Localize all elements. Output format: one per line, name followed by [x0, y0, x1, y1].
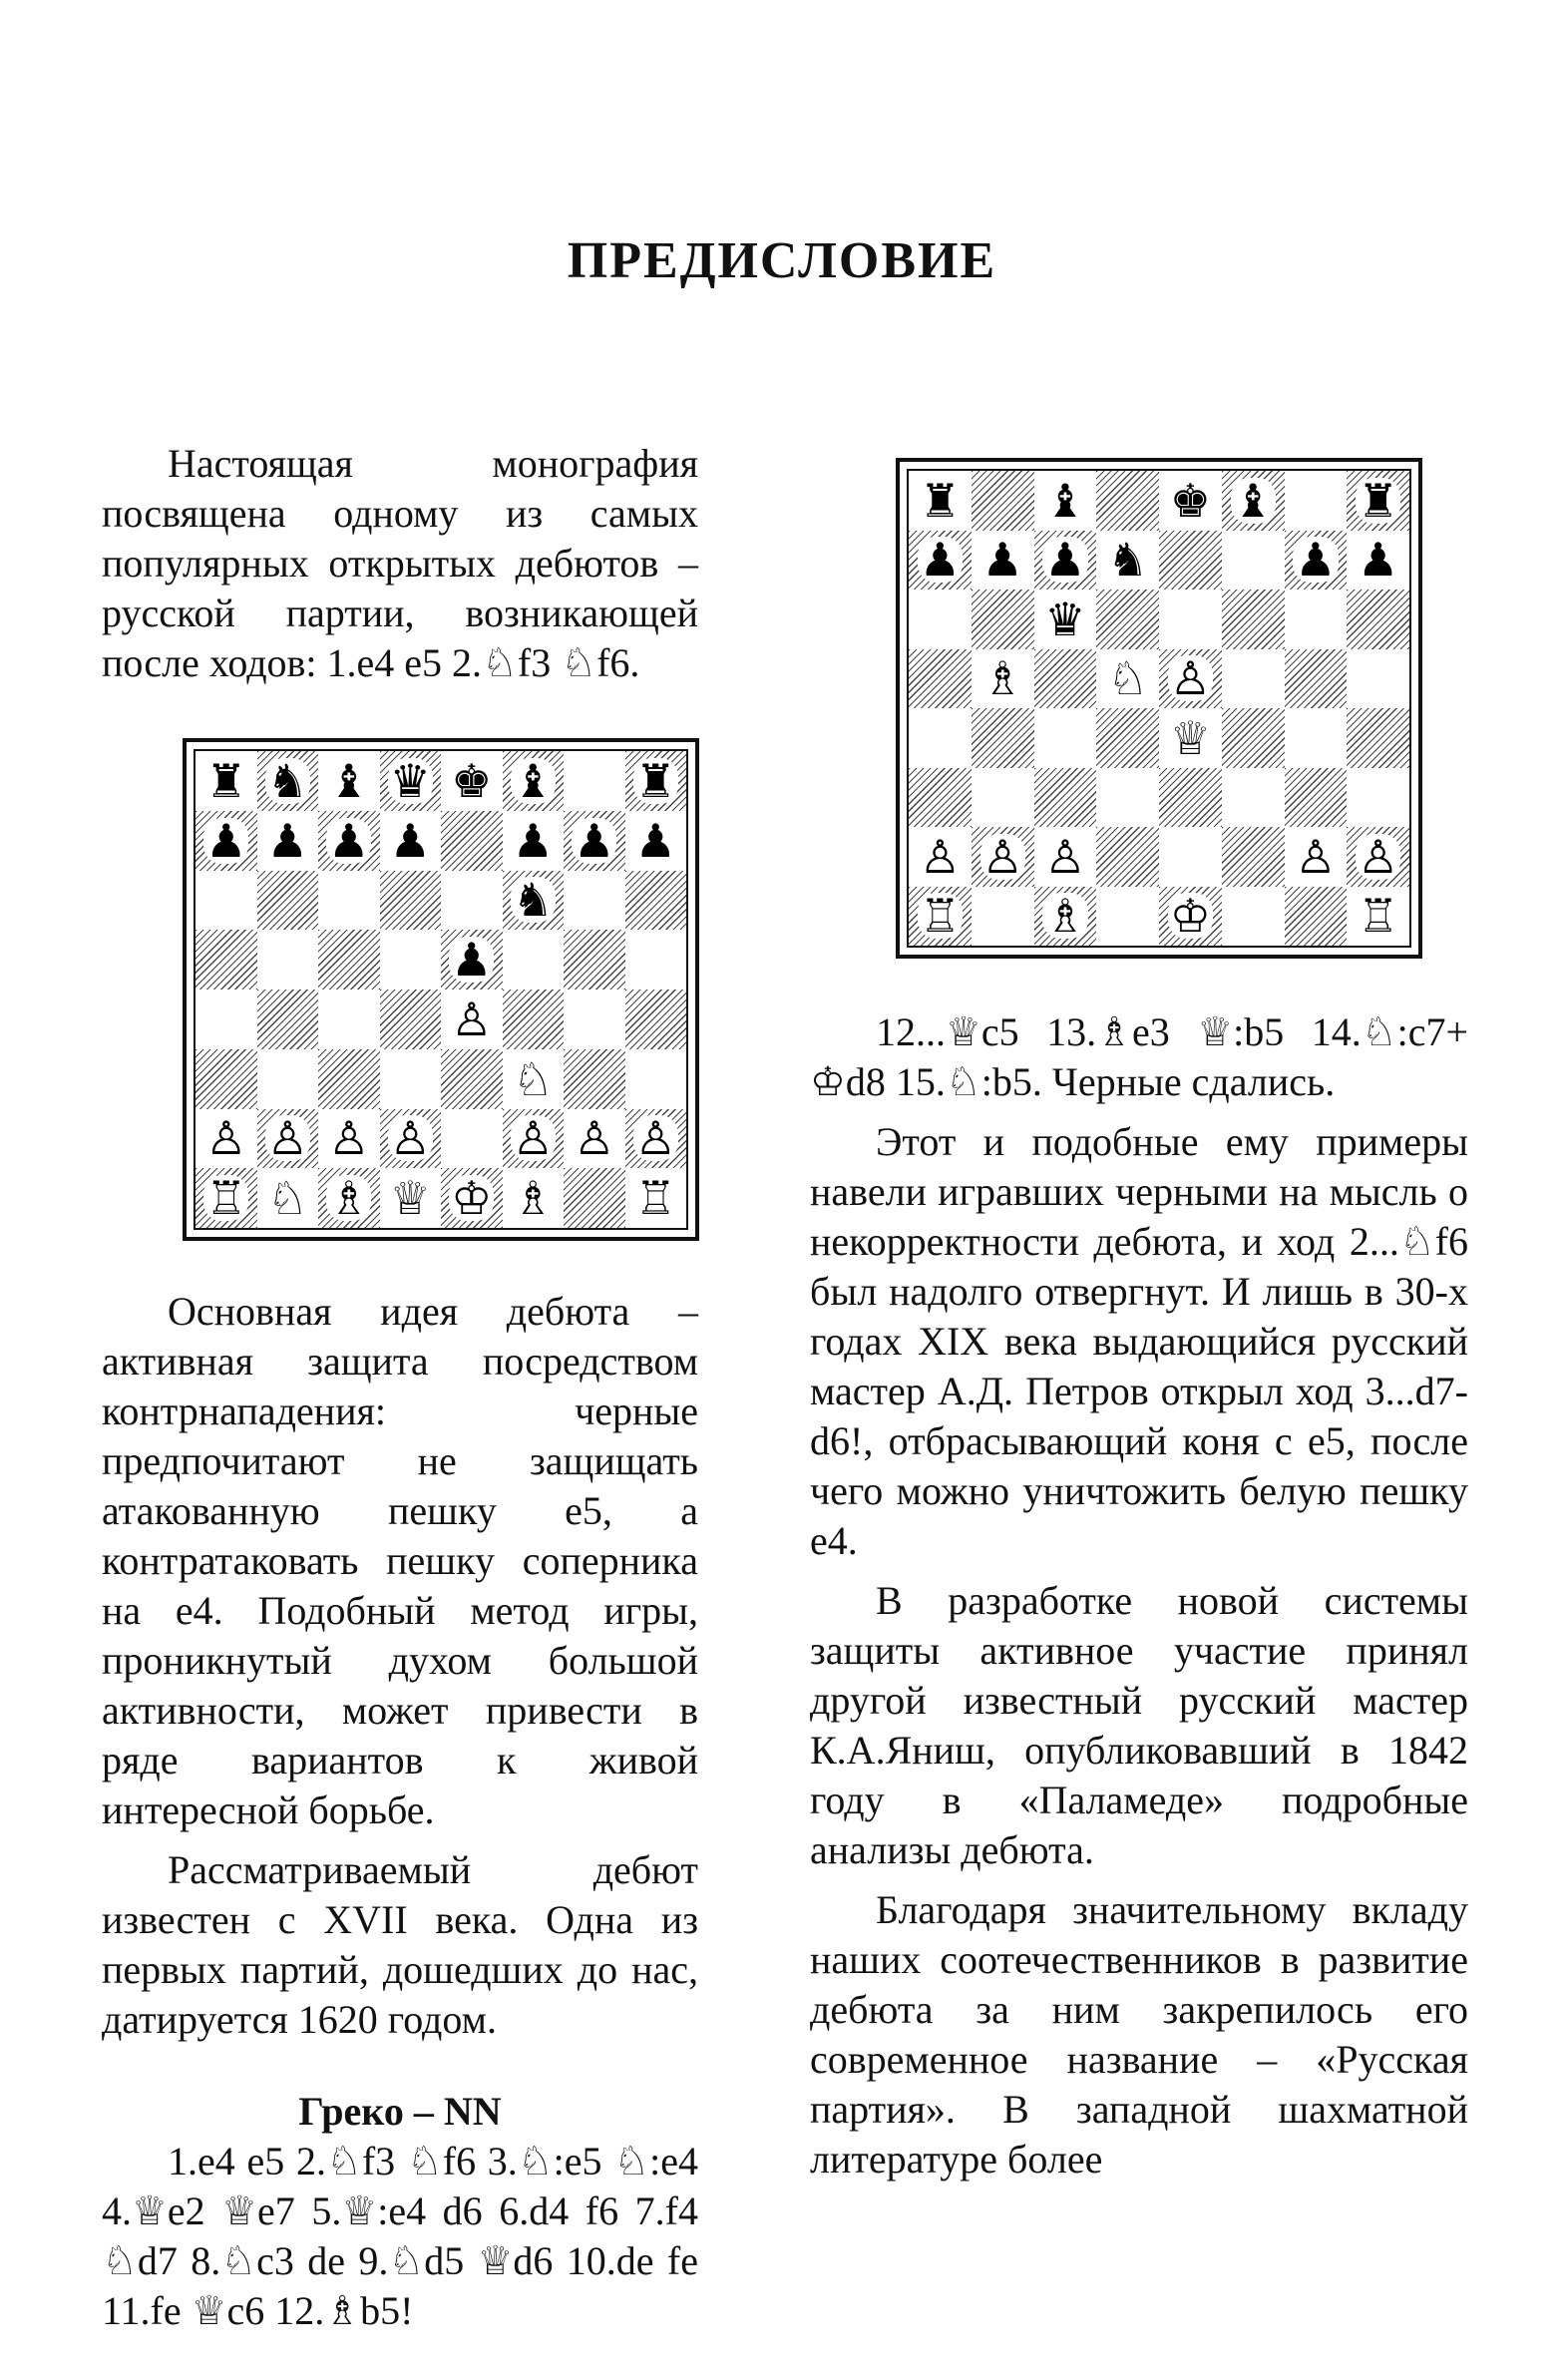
history-paragraph: Рассматриваемый дебют известен с XVII века. Одна из первых партий, дошедших до нас, датируется 1620 годом. [102, 1847, 698, 2042]
square-a7 [196, 811, 257, 871]
square-h2 [625, 1109, 687, 1169]
square-c3 [1034, 768, 1097, 828]
square-h7 [625, 811, 687, 871]
square-a5 [196, 930, 257, 990]
square-a3 [196, 1049, 257, 1109]
square-d7 [1096, 531, 1159, 591]
square-a1 [196, 1168, 257, 1228]
square-h7 [1347, 531, 1409, 591]
chess-piece: ♟ [574, 813, 615, 868]
chess-piece: ♜ [205, 753, 247, 808]
square-d3 [1096, 768, 1159, 828]
square-d4 [1096, 708, 1159, 768]
square-f1 [503, 1168, 565, 1228]
board-grid [907, 469, 1411, 948]
chess-piece: ♖ [919, 889, 961, 944]
left-column [102, 439, 698, 688]
square-e2 [441, 1109, 503, 1169]
square-b7 [972, 531, 1034, 591]
square-d4 [380, 990, 442, 1049]
square-a2 [909, 827, 972, 887]
square-f2 [1222, 827, 1285, 887]
square-h6 [625, 871, 687, 931]
square-b3 [257, 1049, 319, 1109]
square-b3 [972, 768, 1034, 828]
square-e8 [441, 751, 503, 811]
square-a6 [909, 590, 972, 649]
square-a4 [909, 708, 972, 768]
page-title: ПРЕДИСЛОВИЕ [567, 232, 997, 289]
square-e7 [441, 811, 503, 871]
square-h1 [625, 1168, 687, 1228]
right-column [810, 1007, 1468, 2184]
chess-piece: ♝ [512, 753, 554, 808]
square-b7 [257, 811, 319, 871]
chess-piece: ♖ [1358, 889, 1399, 944]
square-b5 [972, 649, 1034, 709]
chess-piece: ♙ [205, 1111, 247, 1166]
square-g5 [564, 930, 625, 990]
chess-piece: ♟ [266, 813, 308, 868]
square-g3 [1285, 768, 1348, 828]
square-h1 [1347, 887, 1409, 947]
game-moves: 1.e4 e5 2.♘f3 ♘f6 3.♘:e5 ♘:e4 4.♕e2 ♕e7 5.♕:e4 d6 6.d4 f6 7.f4 ♘d7 8.♘c3 de 9.♘d5 ♕d6 10.de fe 11.fe ♕c6 12.♗b5! [102, 2139, 698, 2333]
chess-piece: ♘ [266, 1171, 308, 1226]
chess-piece: ♕ [1169, 710, 1211, 765]
square-c1 [318, 1168, 380, 1228]
chess-piece: ♝ [328, 753, 370, 808]
square-c2 [318, 1109, 380, 1169]
chess-piece: ♟ [451, 933, 493, 988]
chess-piece: ♞ [512, 873, 554, 928]
square-a4 [196, 990, 257, 1049]
square-f3 [503, 1049, 565, 1109]
square-e5 [441, 930, 503, 990]
square-f6 [1222, 590, 1285, 649]
square-a8 [196, 751, 257, 811]
chess-piece: ♟ [981, 533, 1023, 588]
chess-piece: ♜ [634, 753, 676, 808]
square-h5 [1347, 649, 1409, 709]
chess-piece: ♙ [1295, 829, 1337, 884]
square-h4 [1347, 708, 1409, 768]
square-c1 [1034, 887, 1097, 947]
square-f8 [503, 751, 565, 811]
chess-piece: ♗ [328, 1171, 370, 1226]
chess-piece: ♛ [389, 753, 431, 808]
chess-piece: ♟ [1044, 533, 1086, 588]
chess-piece: ♟ [1295, 533, 1337, 588]
name-paragraph: Благодаря значительному вкладу наших соотечественников в развитие дебюта за ним закрепилось его современное название – «Русская партия». В западной шахматной литературе более [810, 1887, 1468, 2182]
square-c3 [318, 1049, 380, 1109]
chess-piece: ♙ [266, 1111, 308, 1166]
square-f7 [503, 811, 565, 871]
square-a5 [909, 649, 972, 709]
chess-diagram-2 [896, 458, 1422, 959]
chess-piece: ♟ [512, 813, 554, 868]
square-c7 [1034, 531, 1097, 591]
square-h8 [1347, 471, 1409, 531]
square-d3 [380, 1049, 442, 1109]
chess-piece: ♘ [512, 1051, 554, 1106]
chess-piece: ♟ [389, 813, 431, 868]
left-column-lower [102, 1287, 698, 2336]
square-b8 [257, 751, 319, 811]
square-a8 [909, 471, 972, 531]
square-b4 [257, 990, 319, 1049]
square-f5 [503, 930, 565, 990]
square-g8 [564, 751, 625, 811]
square-e3 [441, 1049, 503, 1109]
square-g1 [1285, 887, 1348, 947]
board-grid [194, 749, 688, 1230]
chess-piece: ♙ [1169, 651, 1211, 706]
square-g6 [564, 871, 625, 931]
square-a6 [196, 871, 257, 931]
square-e2 [1159, 827, 1222, 887]
square-e1 [1159, 887, 1222, 947]
chess-piece: ♟ [328, 813, 370, 868]
square-e3 [1159, 768, 1222, 828]
square-g2 [1285, 827, 1348, 887]
square-c2 [1034, 827, 1097, 887]
chess-piece: ♜ [919, 473, 961, 528]
chess-piece: ♟ [1358, 533, 1399, 588]
chess-piece: ♚ [451, 753, 493, 808]
square-b1 [972, 887, 1034, 947]
chess-piece: ♔ [451, 1171, 493, 1226]
petrov-paragraph: Этот и подобные ему примеры навели игравших черными на мысль о некорректности дебюта, и ход 2...♘f6 был надолго отвергнут. И лишь в 30-х годах XIX века выдающийся русский мастер А.Д. Петров открыл ход 3...d7-d6!, отбрасывающий коня с e5, после чего можно уничтожить белую пешку e4. [810, 1119, 1468, 1563]
square-a3 [909, 768, 972, 828]
chess-piece: ♙ [328, 1111, 370, 1166]
square-b8 [972, 471, 1034, 531]
square-d8 [380, 751, 442, 811]
square-c6 [318, 871, 380, 931]
chess-piece: ♗ [512, 1171, 554, 1226]
square-c5 [1034, 649, 1097, 709]
square-h3 [1347, 768, 1409, 828]
square-d5 [380, 930, 442, 990]
square-d1 [1096, 887, 1159, 947]
square-d5 [1096, 649, 1159, 709]
square-f5 [1222, 649, 1285, 709]
square-f7 [1222, 531, 1285, 591]
square-c8 [1034, 471, 1097, 531]
square-g2 [564, 1109, 625, 1169]
square-g3 [564, 1049, 625, 1109]
chess-piece: ♙ [574, 1111, 615, 1166]
square-f6 [503, 871, 565, 931]
square-c8 [318, 751, 380, 811]
square-e4 [1159, 708, 1222, 768]
square-f3 [1222, 768, 1285, 828]
chess-piece: ♗ [981, 651, 1023, 706]
square-f4 [1222, 708, 1285, 768]
square-g1 [564, 1168, 625, 1228]
intro-paragraph: Настоящая монография посвящена одному из самых популярных открытых дебютов – русской партии, возникающей после ходов: 1.e4 e5 2.♘f3 ♘f6. [102, 441, 698, 685]
square-f2 [503, 1109, 565, 1169]
square-h4 [625, 990, 687, 1049]
square-h8 [625, 751, 687, 811]
square-b5 [257, 930, 319, 990]
chess-piece: ♖ [205, 1171, 247, 1226]
square-h5 [625, 930, 687, 990]
chess-piece: ♗ [1044, 889, 1086, 944]
square-b2 [972, 827, 1034, 887]
square-b6 [257, 871, 319, 931]
chess-piece: ♟ [919, 533, 961, 588]
square-g5 [1285, 649, 1348, 709]
square-e8 [1159, 471, 1222, 531]
chess-piece: ♜ [1358, 473, 1399, 528]
square-g4 [564, 990, 625, 1049]
chess-piece: ♙ [981, 829, 1023, 884]
square-f4 [503, 990, 565, 1049]
square-c4 [318, 990, 380, 1049]
idea-paragraph: Основная идея дебюта – активная защита посредством контрнападения: черные предпочитают не защищать атакованную пешку e5, а контратаковать пешку соперника на e4. Подобный метод игры, проникнутый духом большой активности, может привести в ряде вариантов к живой интересной борьбе. [102, 1289, 698, 1832]
square-d1 [380, 1168, 442, 1228]
square-h6 [1347, 590, 1409, 649]
chess-piece: ♙ [512, 1111, 554, 1166]
square-d6 [1096, 590, 1159, 649]
square-e4 [441, 990, 503, 1049]
chess-piece: ♙ [1358, 829, 1399, 884]
square-c5 [318, 930, 380, 990]
chess-piece: ♕ [389, 1171, 431, 1226]
square-e5 [1159, 649, 1222, 709]
chess-piece: ♞ [1107, 533, 1149, 588]
chess-piece: ♞ [266, 753, 308, 808]
square-g7 [1285, 531, 1348, 591]
square-f1 [1222, 887, 1285, 947]
square-d2 [1096, 827, 1159, 887]
square-h2 [1347, 827, 1409, 887]
chess-piece: ♛ [1044, 592, 1086, 646]
square-e7 [1159, 531, 1222, 591]
square-e6 [1159, 590, 1222, 649]
chess-piece: ♖ [634, 1171, 676, 1226]
square-c6 [1034, 590, 1097, 649]
square-c7 [318, 811, 380, 871]
chess-piece: ♘ [1107, 651, 1149, 706]
square-d8 [1096, 471, 1159, 531]
square-c4 [1034, 708, 1097, 768]
chess-piece: ♝ [1232, 473, 1274, 528]
square-d7 [380, 811, 442, 871]
square-d2 [380, 1109, 442, 1169]
square-g8 [1285, 471, 1348, 531]
chess-piece: ♙ [919, 829, 961, 884]
square-a7 [909, 531, 972, 591]
continuation-moves: 12...♕c5 13.♗e3 ♕:b5 14.♘:c7+ ♔d8 15.♘:b5. Черные сдались. [810, 1009, 1468, 1104]
square-b2 [257, 1109, 319, 1169]
chess-piece: ♝ [1044, 473, 1086, 528]
game-heading: Греко – NN [298, 2089, 502, 2134]
square-g6 [1285, 590, 1348, 649]
janisch-paragraph: В разработке новой системы защиты активное участие принял другой известный русский мастер К.А.Яниш, опубликовавший в 1842 году в «Паламеде» подробные анализы дебюта. [810, 1578, 1468, 1872]
square-b6 [972, 590, 1034, 649]
chess-piece: ♔ [1169, 889, 1211, 944]
chess-diagram-1 [183, 738, 699, 1241]
chess-piece: ♟ [205, 813, 247, 868]
square-e1 [441, 1168, 503, 1228]
square-b1 [257, 1168, 319, 1228]
square-b4 [972, 708, 1034, 768]
chess-piece: ♟ [634, 813, 676, 868]
square-d6 [380, 871, 442, 931]
square-e6 [441, 871, 503, 931]
square-h3 [625, 1049, 687, 1109]
square-f8 [1222, 471, 1285, 531]
chess-piece: ♙ [1044, 829, 1086, 884]
square-a2 [196, 1109, 257, 1169]
square-g7 [564, 811, 625, 871]
chess-piece: ♙ [634, 1111, 676, 1166]
chess-piece: ♚ [1169, 473, 1211, 528]
chess-piece: ♙ [451, 992, 493, 1046]
chess-piece: ♙ [389, 1111, 431, 1166]
square-a1 [909, 887, 972, 947]
square-g4 [1285, 708, 1348, 768]
